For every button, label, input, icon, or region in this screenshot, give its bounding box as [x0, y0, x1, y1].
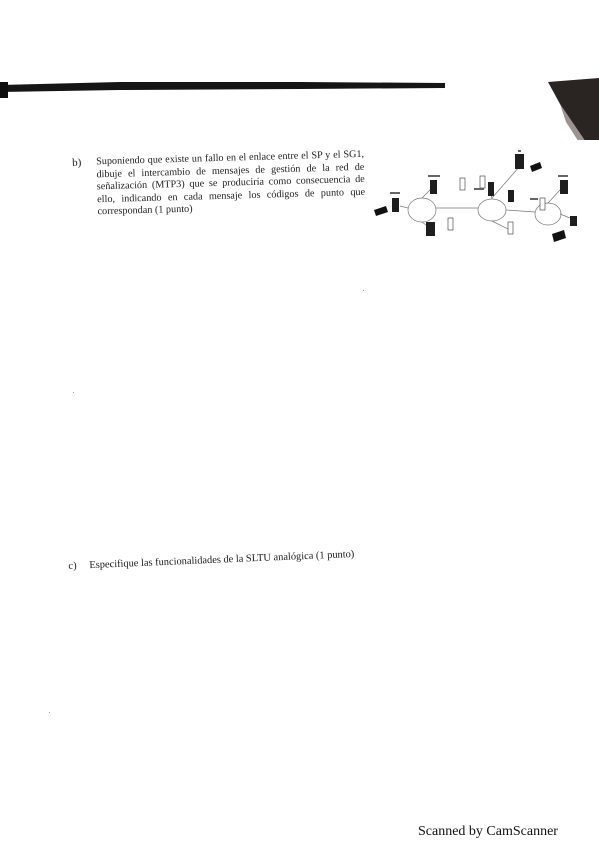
question-c [68, 543, 388, 574]
scan-speck [49, 712, 50, 713]
scan-speck [73, 392, 74, 393]
network-diagram [370, 148, 588, 250]
question-c-text: Especifique las funcionalidades de la SLTU analógica (1 punto) [89, 549, 355, 572]
scan-speck [363, 290, 364, 291]
question-b-text: Suponiendo que existe un fallo en el enlace entre el SP y el SG1, dibuje el intercambio de mensajes de gestión de la red de señalización (MTP3) que se produciría como consecuencia de ello, indicando en cada mensaje los códigos de punto que correspondan (1 punto) [95, 148, 366, 218]
question-b [72, 149, 366, 220]
question-c-label: c) [68, 560, 77, 572]
scan-shadow-edge [0, 0, 599, 140]
camscanner-watermark: Scanned by CamScanner [418, 824, 558, 839]
question-b-label: b) [72, 156, 82, 169]
